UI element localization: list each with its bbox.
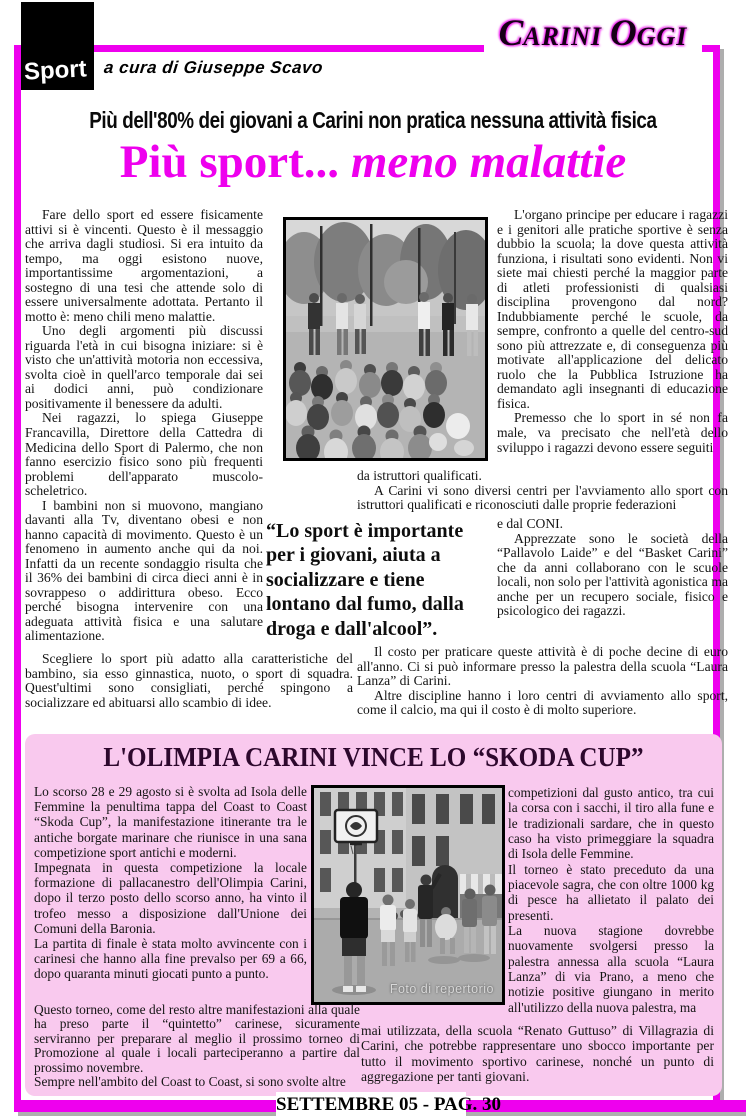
paragraph: Sempre nell'ambito del Coast to Coast, si sono svolte altre	[34, 1074, 346, 1090]
photo-caption: Foto di repertorio	[389, 982, 494, 996]
masthead-word-ggi: GGI	[636, 22, 688, 51]
masthead	[484, 12, 702, 56]
paragraph: da istruttori qualificati.	[357, 468, 482, 483]
article1-title-italic: meno malattie	[339, 136, 627, 188]
paragraph: A Carini vi sono diversi centri per l'avviamento allo sport con istruttori qualificati e riconosciuti dalle proprie federazioni	[357, 482, 728, 513]
kicker-headline	[0, 107, 746, 134]
article1-title-plain: Più sport...	[119, 136, 340, 188]
article1-bottom-right-text	[357, 645, 728, 718]
paragraph: Apprezzate sono le società della “Pallavolo Laide” e del “Basket Carini” che da anni collaborano con le scuole locali, non solo per l'attività agonistica ma anche per un recupero sociale, fisico e psicologico dei ragazzi.	[497, 530, 728, 619]
paragraph: La nuova stagione dovrebbe nuovamente svolgersi presso la palestra annessa alla scuola “Laura Lanza” di via Prano, a meno che notizie positive giungano in merito all'utilizzo della nuova palestra, ma	[508, 923, 714, 1015]
skoda-article-title-text: L'OLIMPIA CARINI VINCE LO “SKODA CUP”	[103, 742, 644, 772]
crowd-photo-illustration	[286, 220, 485, 458]
basketball-photo-illustration	[314, 788, 502, 1002]
paragraph: Questo torneo, come del resto altre manifestazioni alla quale ha preso parte il “quintetto” carinese, sicuramente serviranno per preparare al meglio il prossimo torneo di Promozione al quale i locali parteciperanno a partire dal prossimo novembre.	[34, 1002, 360, 1075]
paragraph: Scegliere lo sport più adatto alla caratteristiche del bambino, sia esso ginnastica, nuoto, o sport di squadra. Quest'ultimi sono consigliati, perché spingono a socializzare ed abituarsi allo scambio di idee.	[25, 651, 353, 710]
paragraph: e dal CONI.	[497, 516, 564, 531]
paragraph: Fare dello sport ed essere fisicamente attivi si è vincenti. Questo è il messaggio che arriva dagli studiosi. Si era intuito da tempo, ma oggi esistono nuove, importantissime argomentazioni, a sostegno di una tesi che attende solo di essere universalmente adottata. Pertanto il motto è: meno chili meno malattie.	[25, 207, 263, 324]
sport-section-badge	[21, 2, 94, 90]
article1-column-right-lower	[497, 517, 728, 619]
paragraph: Premesso che lo sport in sé non fa male, va precisato che nell'età dello sviluppo i ragazzi devono essere seguiti	[497, 410, 728, 455]
skoda-article-panel	[25, 734, 722, 1096]
paragraph: mai utilizzata, della scuola “Renato Guttuso” di Villagrazia di Carini, che potrebbe rappresentare uno sbocco importante per tutto il movimento sportivo carinese, nonché un punto di aggregazione per tanti giovani.	[361, 1023, 714, 1085]
article1-column-right	[497, 208, 728, 455]
paragraph: Il costo per praticare queste attività è di poche decine di euro all'anno. Ci si può informare presso la palestra della scuola “Laura Lanza” di Carini.	[357, 644, 728, 689]
skoda-column-right	[508, 785, 714, 1015]
footer-bar-right-extension	[720, 1100, 746, 1112]
paragraph: I bambini non si muovono, mangiano davanti alla Tv, diventano obesi e non hanno capacità di movimento. Questo è un fenomeno in aumento anche qui da noi. Infatti da un recente sondaggio risulta che il 36% dei bambini di circa dieci anni è in sovrappeso o addirittura obeso. Ecco perché bisogna intervenire con una adeguata attività fisica e una salutare alimentazione.	[25, 497, 263, 644]
paragraph: La partita di finale è stata molto avvincente con i carinesi che hanno alla fine prevalso per 69 a 66, dopo quaranta minuti giocati punto a punto.	[34, 936, 307, 982]
masthead-initial-o: O	[609, 13, 637, 54]
article1-photo	[283, 217, 488, 461]
paragraph: Altre discipline hanno i loro centri di avviamento allo sport, come il calcio, ma qui il costo è di molto superiore.	[357, 687, 728, 718]
paragraph: Impegnata in questa competizione la locale formazione di pallacanestro dell'Olimpia Carini, dopo il terzo posto dello scorso anno, ha vinto il trofeo messo a disposizione dall'Unione dei Comuni della Baronia.	[34, 860, 307, 936]
article1-column-left	[25, 208, 263, 644]
paragraph: Uno degli argomenti più discussi riguarda l'età in cui bisogna iniziare: si è visto che un'attività motoria non eccessiva, svolta cioè in quell'arco temporale dai sei ai dodici anni, può condizionare positivamente il benessere da adulti.	[25, 323, 263, 411]
paragraph: L'organo principe per educare i ragazzi e i genitori alle pratiche sportive è senza dubbio la scuola; la dove questa attività funziona, i risultati sono evidenti. Non vi siete mai chiesti perché la maggior parte di atleti professionisti di qualsiasi disciplina provengono dal nord? Indubbiamente perché le scuole, da sempre, confronto a quelle del centro-sud sono più attrezzate e, di conseguenza più motivate all'applicazione del delicato ruolo che la Pubblica Istruzione ha demandato agli insegnanti di educazione fisica.	[497, 207, 728, 411]
skoda-bottom-right-text	[361, 1023, 714, 1085]
paragraph: Lo scorso 28 e 29 agosto si è svolta ad Isola delle Femmine la penultima tappa del Coast to Coast “Skoda Cup”, la manifestazione itinerante tra le antiche borgate marinare che riunisce in una sana competizione sport antichi e moderni.	[34, 784, 307, 860]
pull-quote: “Lo sport è importante per i giovani, aiuta a socializzare e tiene lontano dal fumo, dalla droga e dall'alcool”.	[266, 520, 464, 640]
skoda-article-title	[25, 742, 722, 773]
paragraph: Il torneo è stato preceduto da una piacevole sagra, che con oltre 1000 kg di pesce ha allietato il palato dei presenti.	[508, 861, 714, 923]
paragraph: competizioni dal gusto antico, tra cui la corsa con i sacchi, il tiro alla fune e le tradizionali sardare, che in questo caso ha visto primeggiare la squadra di Isola delle Femmine.	[508, 785, 714, 862]
masthead-word-arini: ARINI	[523, 22, 602, 51]
sport-section-label: Sport	[23, 55, 88, 86]
skoda-column-left	[34, 784, 307, 982]
kicker-headline-text: Più dell'80% dei giovani a Carini non pratica nessuna attività fisica	[89, 107, 657, 133]
masthead-initial-c: C	[498, 13, 524, 54]
article1-title	[0, 135, 746, 189]
paragraph: Nei ragazzi, lo spiega Giuseppe Francavilla, Direttore della Cattedra di Medicina dello Sport di Palermo, che non fanno esercizio fisico sono più frequenti problemi dell'apparato muscolo-scheletrico.	[25, 410, 263, 499]
skoda-photo	[311, 785, 505, 1005]
article1-bottom-left-text	[25, 652, 353, 710]
skoda-bottom-left-text	[34, 1003, 360, 1090]
footer-page-label: SETTEMBRE 05 - PAG. 30	[276, 1092, 466, 1120]
byline: a cura di Giuseppe Scavo	[103, 58, 324, 77]
article1-under-photo-text	[357, 469, 728, 513]
